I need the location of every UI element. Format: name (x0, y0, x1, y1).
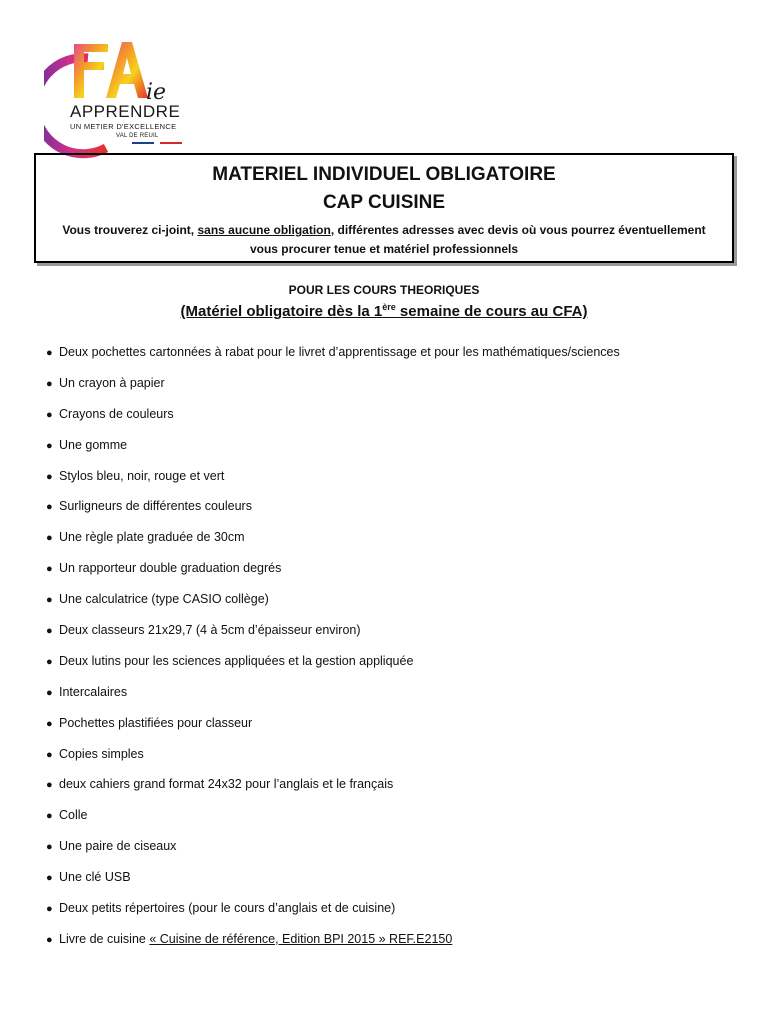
list-item-text: Une calculatrice (type CASIO collège) (59, 592, 269, 607)
section-sub-text (181, 303, 588, 320)
bullet: ● (46, 439, 53, 452)
bullet: ● (46, 686, 53, 699)
bullet: ● (46, 501, 53, 514)
section-sub-sup: ère (382, 302, 396, 312)
list-item-text: Stylos bleu, noir, rouge et vert (59, 468, 225, 483)
bullet: ● (46, 532, 53, 545)
bullet: ● (46, 933, 53, 946)
section-sub-before: (Matériel obligatoire dès la 1 (180, 303, 383, 320)
list-item (46, 715, 620, 746)
list-item-text: Une gomme (59, 437, 128, 452)
list-item (46, 869, 620, 900)
list-item (46, 931, 620, 962)
list-item-text: Deux classeurs 21x29,7 (4 à 5cm d’épaisseur environ) (59, 623, 361, 638)
logo-brand-text: APPRENDRE (70, 102, 181, 121)
logo-tagline: UN METIER D'EXCELLENCE (70, 122, 177, 131)
list-item-text: Copies simples (59, 746, 144, 761)
list-item (46, 746, 620, 777)
cfa-logo-graphic (44, 40, 204, 160)
list-item-text: Une règle plate graduée de 30cm (59, 530, 245, 545)
list-item-text: Une paire de ciseaux (59, 839, 177, 854)
title-box (34, 153, 734, 263)
bullet: ● (46, 594, 53, 607)
bullet: ● (46, 470, 53, 483)
list-item-text: Surligneurs de différentes couleurs (59, 499, 252, 514)
bullet: ● (46, 748, 53, 761)
bullet: ● (46, 872, 53, 885)
section-label: POUR LES COURS THEORIQUES (288, 283, 480, 297)
list-item (46, 653, 620, 684)
list-item-text: Une clé USB (59, 870, 131, 885)
list-item-text: Colle (59, 808, 88, 823)
section-subtitle (0, 302, 768, 320)
intro-text (56, 221, 712, 259)
list-item-text: Pochettes plastifiées pour classeur (59, 715, 253, 730)
list-item (46, 591, 620, 622)
bullet: ● (46, 903, 53, 916)
document-subtitle: CAP CUISINE (322, 192, 446, 213)
bullet: ● (46, 841, 53, 854)
cfa-logo (44, 40, 204, 160)
list-item-text: deux cahiers grand format 24x32 pour l’anglais et le français (59, 777, 394, 792)
list-item-text: Livre de cuisine (59, 931, 150, 946)
logo-ie-text: ie (146, 80, 167, 105)
list-item-text: Un crayon à papier (59, 375, 165, 390)
bullet: ● (46, 779, 53, 792)
bullet: ● (46, 655, 53, 668)
section-sub-after: semaine de cours au CFA) (395, 303, 588, 320)
list-item (46, 375, 620, 406)
intro-after: , différentes adresses avec devis où vous pourrez éventuellement vous procurer tenue et matériel professionnels (249, 223, 706, 256)
bullet: ● (46, 408, 53, 421)
list-item-text: Deux petits répertoires (pour le cours d’anglais et de cuisine) (59, 901, 396, 916)
list-item (46, 437, 620, 468)
bullet: ● (46, 625, 53, 638)
bullet: ● (46, 563, 53, 576)
list-item (46, 529, 620, 560)
list-item (46, 406, 620, 437)
materials-list (46, 344, 620, 962)
bullet: ● (46, 347, 53, 359)
list-item (46, 838, 620, 869)
list-item (46, 807, 620, 838)
list-item (46, 468, 620, 499)
bullet: ● (46, 810, 53, 823)
list-item (46, 498, 620, 529)
list-item (46, 684, 620, 715)
list-item-text: Deux pochettes cartonnées à rabat pour le livret d’apprentissage et pour les mathématiques/sciences (59, 345, 620, 359)
list-item-text: Crayons de couleurs (59, 406, 174, 421)
intro-before: Vous trouverez ci-joint, (62, 223, 198, 237)
list-item (46, 560, 620, 591)
list-item-text: Un rapporteur double graduation degrés (59, 561, 282, 576)
list-item (46, 776, 620, 807)
list-item (46, 622, 620, 653)
logo-location: VAL DE REUIL (116, 133, 159, 139)
bullet: ● (46, 717, 53, 730)
intro-underlined: sans aucune obligation (197, 223, 331, 237)
cookbook-reference-link[interactable]: « Cuisine de référence, Edition BPI 2015 » REF.E2150 (149, 931, 453, 946)
list-item-text: Deux lutins pour les sciences appliquées et la gestion appliquée (59, 653, 414, 668)
list-item (46, 344, 620, 375)
list-item (46, 900, 620, 931)
bullet: ● (46, 377, 53, 390)
list-item-text: Intercalaires (59, 684, 128, 699)
document-title: MATERIEL INDIVIDUEL OBLIGATOIRE (212, 164, 556, 185)
